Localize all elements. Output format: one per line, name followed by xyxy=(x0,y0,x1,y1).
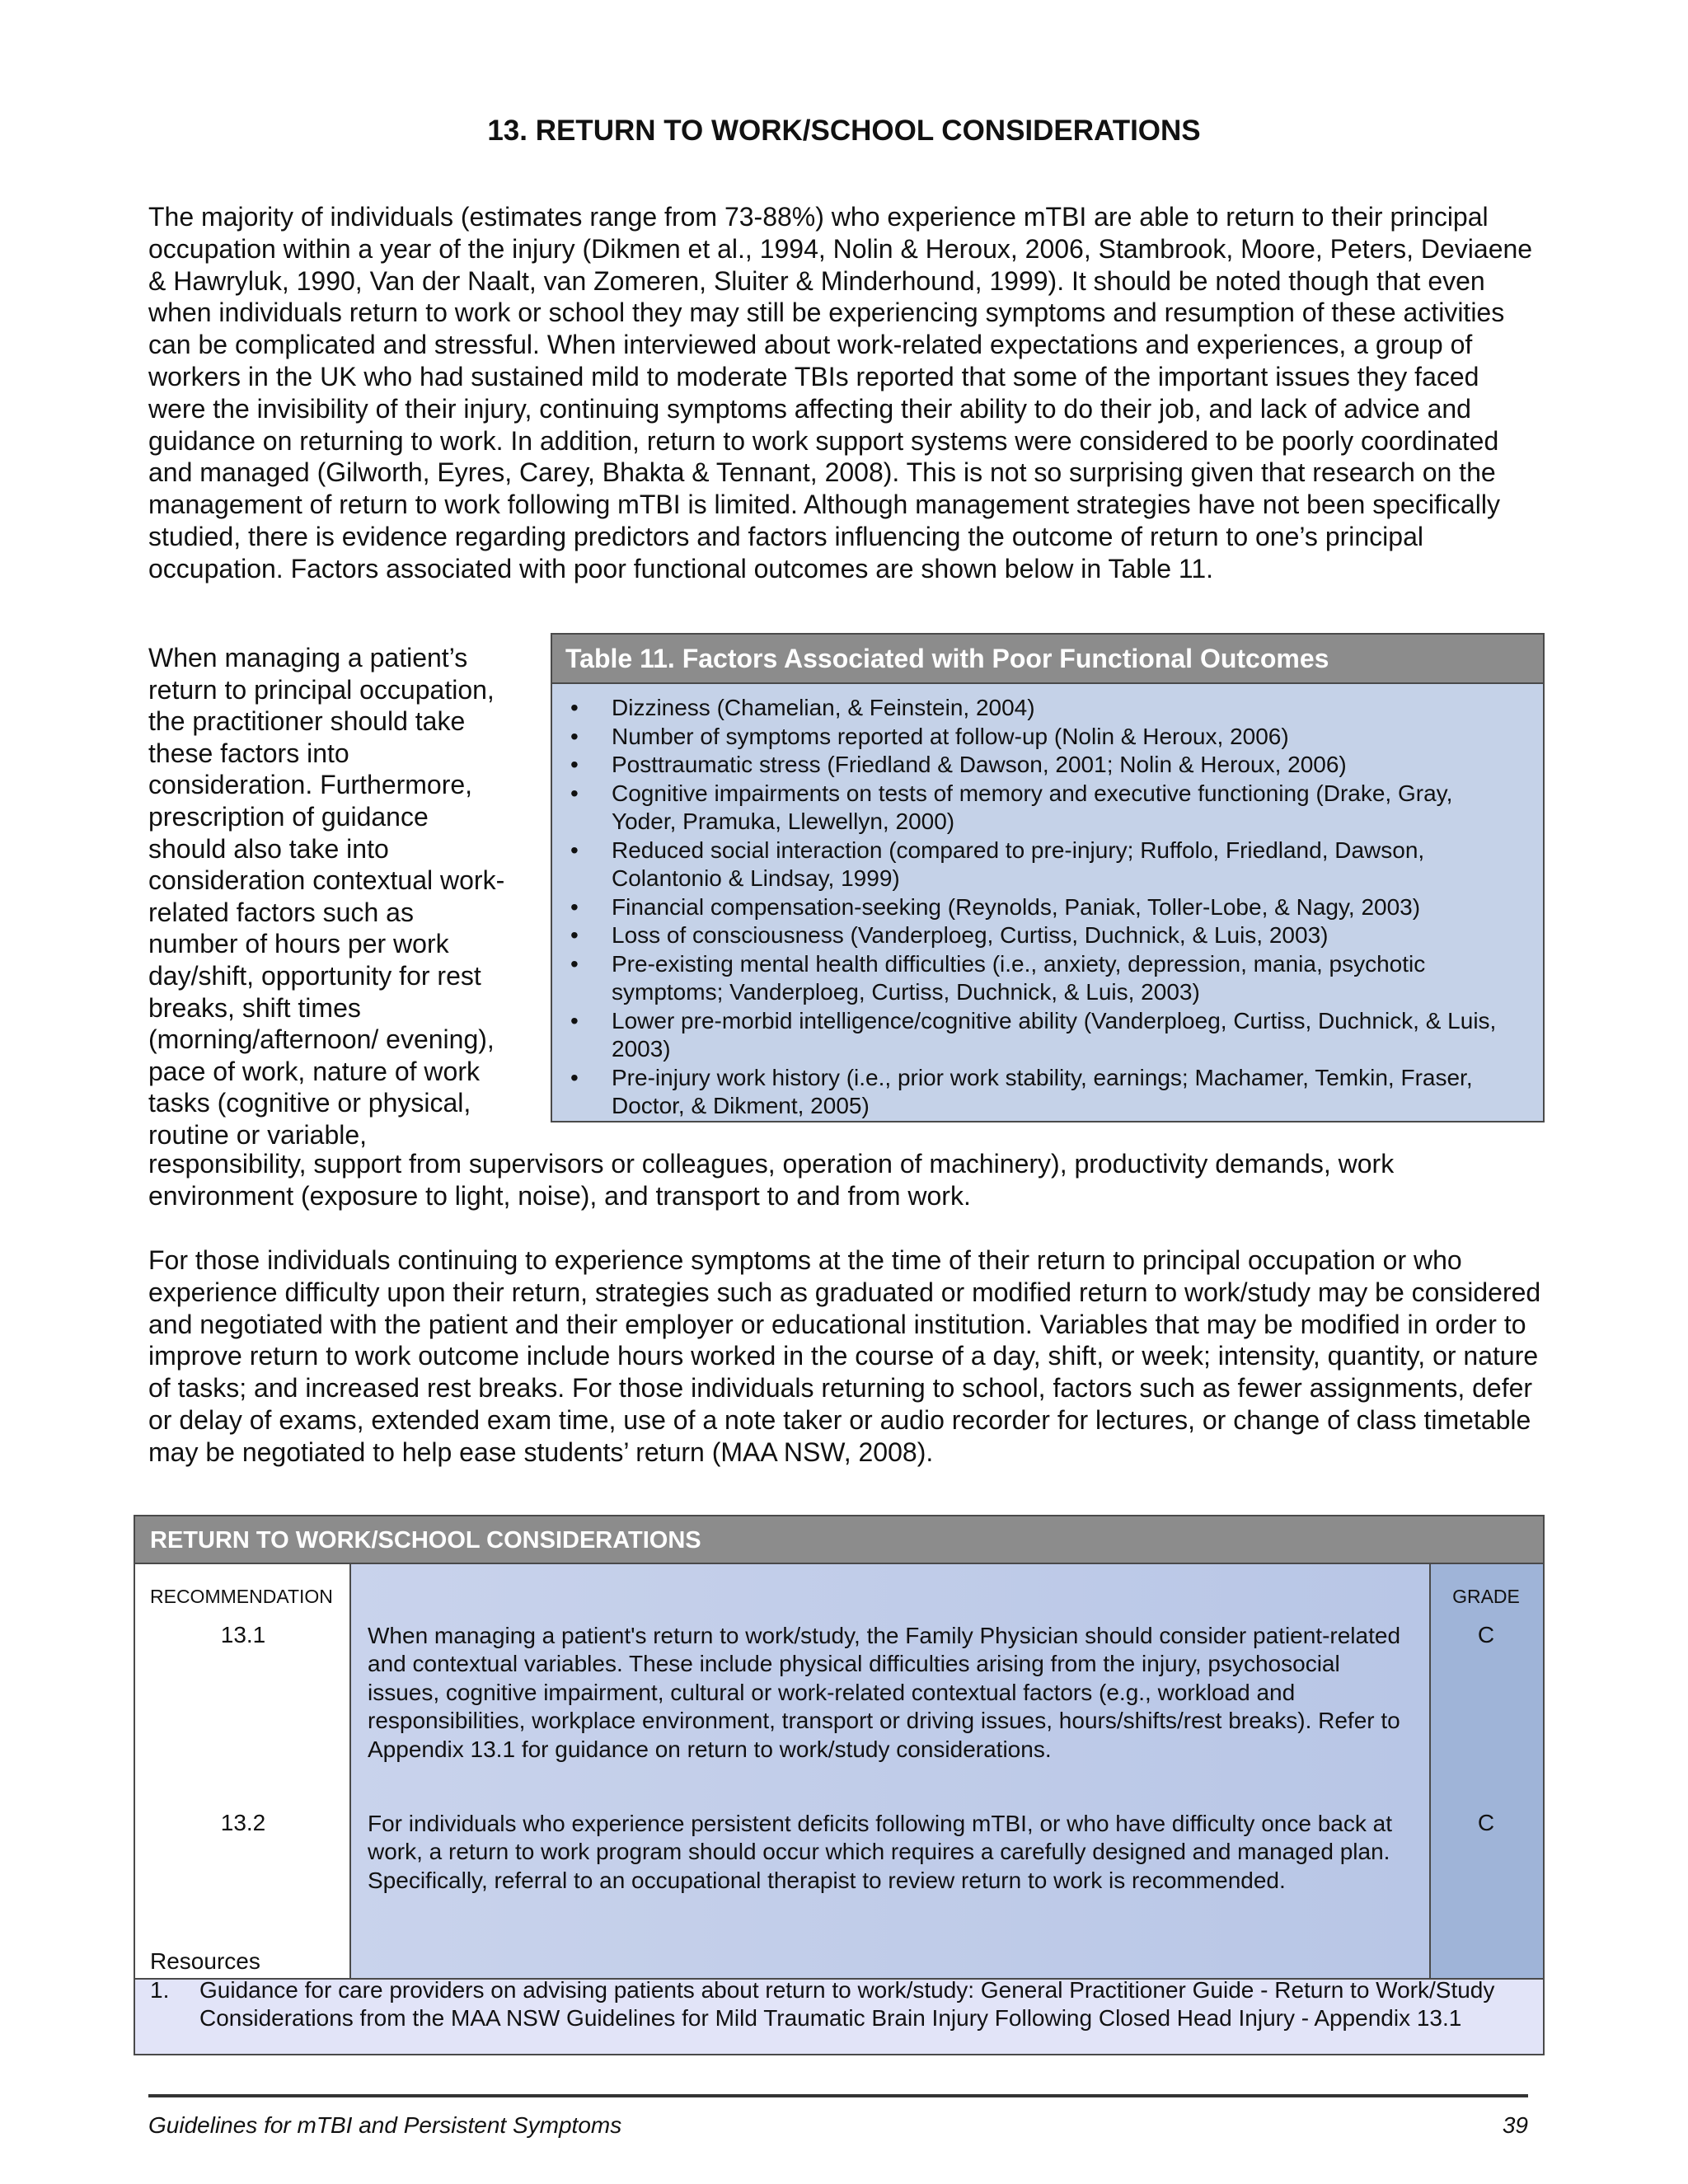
table-11 xyxy=(551,633,1545,1122)
wrapped-line: number of hours per work xyxy=(148,929,449,959)
footer-title: Guidelines for mTBI and Persistent Symptoms xyxy=(148,2112,622,2138)
wrapped-line: the practitioner should take xyxy=(148,706,466,737)
recommendations-header: RETURN TO WORK/SCHOOL CONSIDERATIONS xyxy=(135,1516,1543,1564)
list-item-text: Financial compensation-seeking (Reynolds, Paniak, Toller-Lobe, & Nagy, 2003) xyxy=(612,893,1421,920)
list-item xyxy=(567,780,1518,837)
recommendation-number: 13.2 xyxy=(220,1810,266,1835)
intro-paragraph: The majority of individuals (estimates range from 73-88%) who experience mTBI are able to return to their principal occupation within a year of the injury (Dikmen et al., 1994, Nolin & Heroux, 2006, Stambrook, Moore, Peters, Deviaene & Hawryluk, 1990, Van der Naalt, van Zomeren, Sluiter & Minderhound, 1999). It should be noted though that even when individuals return to work or school they may still be experiencing symptoms and resumption of these activities can be complicated and stressful. When interviewed about work-related expectations and experiences, a group of workers in the UK who had sustained mild to moderate TBIs reported that some of the important issues they faced were the invisibility of their injury, continuing symptoms affecting their ability to do their job, and lack of advice and guidance on returning to work. In addition, return to work support systems were considered to be poorly coordinated and managed (Gilworth, Eyres, Carey, Bhakta & Tennant, 2008). This is not so surprising given that research on the management of return to work following mTBI is limited. Although management strategies have not been specifically studied, there is evidence regarding predictors and factors influencing the outcome of return to one’s principal occupation. Factors associated with poor functional outcomes are shown below in Table 11. xyxy=(148,202,1533,583)
recommendation-number: 13.1 xyxy=(220,1622,266,1647)
wrapped-line: tasks (cognitive or physical, xyxy=(148,1088,471,1118)
wrapped-line: related factors such as xyxy=(148,897,414,927)
wrapped-line: routine or variable, xyxy=(148,1119,368,1150)
wrapped-paragraph xyxy=(148,642,528,1151)
list-item xyxy=(567,751,1518,780)
third-paragraph: For those individuals continuing to experience symptoms at the time of their return to principal occupation or who experience difficulty upon their return, strategies such as graduated or modified return to work/study may be considered and negotiated with the patient and their employer or educational institution. Variables that may be modified in order to improve return to work outcome include hours worked in the course of a day, shift, or week; intensity, quantity, or nature of tasks; and increased rest breaks. For those individuals returning to school, factors such as fewer assignments, defer or delay of exams, extended exam time, use of a note taker or audio recorder for lectures, or change of class timetable may be negotiated to help ease students’ return (MAA NSW, 2008). xyxy=(148,1245,1541,1467)
grade-column-label: GRADE xyxy=(1452,1586,1520,1607)
resource-item xyxy=(150,1976,1518,2032)
bullet-icon: • xyxy=(570,723,579,749)
wrapped-line: breaks, shift times xyxy=(148,992,361,1023)
list-item-text: Lower pre-morbid intelligence/cognitive ability (Vanderploeg, Curtiss, Duchnick, & Luis, 2003) xyxy=(612,1007,1497,1062)
list-item-text: Posttraumatic stress (Friedland & Dawson, 2001; Nolin & Heroux, 2006) xyxy=(612,752,1347,777)
list-item xyxy=(567,950,1518,1007)
list-item xyxy=(567,694,1518,723)
bullet-icon: • xyxy=(570,695,579,720)
recommendation-text: For individuals who experience persistent deficits following mTBI, or who have difficulty once back at work, a return to work program should occur which requires a carefully designed and managed plan. Specifically, referral to an occupational therapist to review return to work is recommended. xyxy=(368,1811,1392,1893)
page-number: 39 xyxy=(1502,2112,1528,2138)
wrapped-line: these factors into xyxy=(148,738,349,768)
wrapped-paragraph-continuation: responsibility, support from supervisors or colleagues, operation of machinery), productivity demands, work environment (exposure to light, noise), and transport to and from work. xyxy=(148,1149,1395,1211)
recommendations-box xyxy=(134,1515,1545,2055)
list-item xyxy=(567,837,1518,893)
list-item xyxy=(567,723,1518,752)
bullet-icon: • xyxy=(570,1007,579,1033)
wrapped-line: prescription of guidance xyxy=(148,801,429,832)
list-item-text: Loss of consciousness (Vanderploeg, Curtiss, Duchnick, & Luis, 2003) xyxy=(612,922,1329,948)
wrapped-line: pace of work, nature of work xyxy=(148,1056,480,1086)
bullet-icon: • xyxy=(570,922,579,948)
wrapped-line: (morning/afternoon/ evening), xyxy=(148,1024,495,1055)
page-title: 13. RETURN TO WORK/SCHOOL CONSIDERATIONS xyxy=(487,115,1201,147)
resource-text: Guidance for care providers on advising patients about return to work/study: General Practitioner Guide - Return to Work/Study Considerations from the MAA NSW Guidelines for Mild Traumatic Brain Injury Following Closed Head Injury - Appendix 13.1 xyxy=(199,1977,1495,2031)
list-item xyxy=(567,1064,1518,1121)
bullet-icon: • xyxy=(570,780,579,806)
list-item-text: Pre-existing mental health difficulties (i.e., anxiety, depression, mania, psychotic symptoms; Vanderploeg, Curtiss, Duchnick, & Luis, 2003) xyxy=(612,950,1426,1005)
recommendation-column-label: RECOMMENDATION xyxy=(150,1586,333,1607)
wrapped-line: consideration. Furthermore, xyxy=(148,770,473,800)
footer-divider xyxy=(148,2094,1528,2097)
recommendation-grade: C xyxy=(1477,1622,1495,1647)
resource-number: 1. xyxy=(150,1977,170,2003)
resources-title: Resources xyxy=(150,1948,260,1974)
list-item xyxy=(567,1007,1518,1064)
recommendation-text: When managing a patient's return to work/study, the Family Physician should consider patient-related and contextual variables. These include physical difficulties arising from the injury, psychosocial issues, cognitive impairment, cultural or work-related contextual factors (e.g., workload and responsibilities, workplace environment, transport or driving issues, hours/shifts/rest breaks). Refer to Appendix 13.1 for guidance on return to work/study considerations. xyxy=(368,1623,1401,1762)
list-item-text: Number of symptoms reported at follow-up (Nolin & Heroux, 2006) xyxy=(612,723,1289,749)
list-item-text: Cognitive impairments on tests of memory and executive functioning (Drake, Gray, Yoder, Pramuka, Llewellyn, 2000) xyxy=(612,780,1453,834)
wrapped-line: day/shift, opportunity for rest xyxy=(148,960,481,991)
list-item-text: Reduced social interaction (compared to pre-injury; Ruffolo, Friedland, Dawson, Colantonio & Lindsay, 1999) xyxy=(612,837,1425,891)
list-item-text: Dizziness (Chamelian, & Feinstein, 2004) xyxy=(612,695,1035,720)
list-item-text: Pre-injury work history (i.e., prior work stability, earnings; Machamer, Temkin, Fraser, Doctor, & Dikment, 2005) xyxy=(612,1064,1473,1118)
wrapped-line: When managing a patient’s xyxy=(148,643,468,673)
table-11-list xyxy=(552,684,1543,1121)
wrapped-line: consideration contextual work- xyxy=(148,865,505,896)
recommendation-grade: C xyxy=(1477,1810,1495,1835)
bullet-icon: • xyxy=(570,1064,579,1090)
wrapped-line: should also take into xyxy=(148,833,389,864)
list-item xyxy=(567,921,1518,950)
bullet-icon: • xyxy=(570,752,579,777)
bullet-icon: • xyxy=(570,950,579,977)
wrapped-line: return to principal occupation, xyxy=(148,674,495,705)
table-11-title: Table 11. Factors Associated with Poor Functional Outcomes xyxy=(552,635,1543,684)
bullet-icon: • xyxy=(570,837,579,863)
bullet-icon: • xyxy=(570,893,579,920)
list-item xyxy=(567,893,1518,922)
